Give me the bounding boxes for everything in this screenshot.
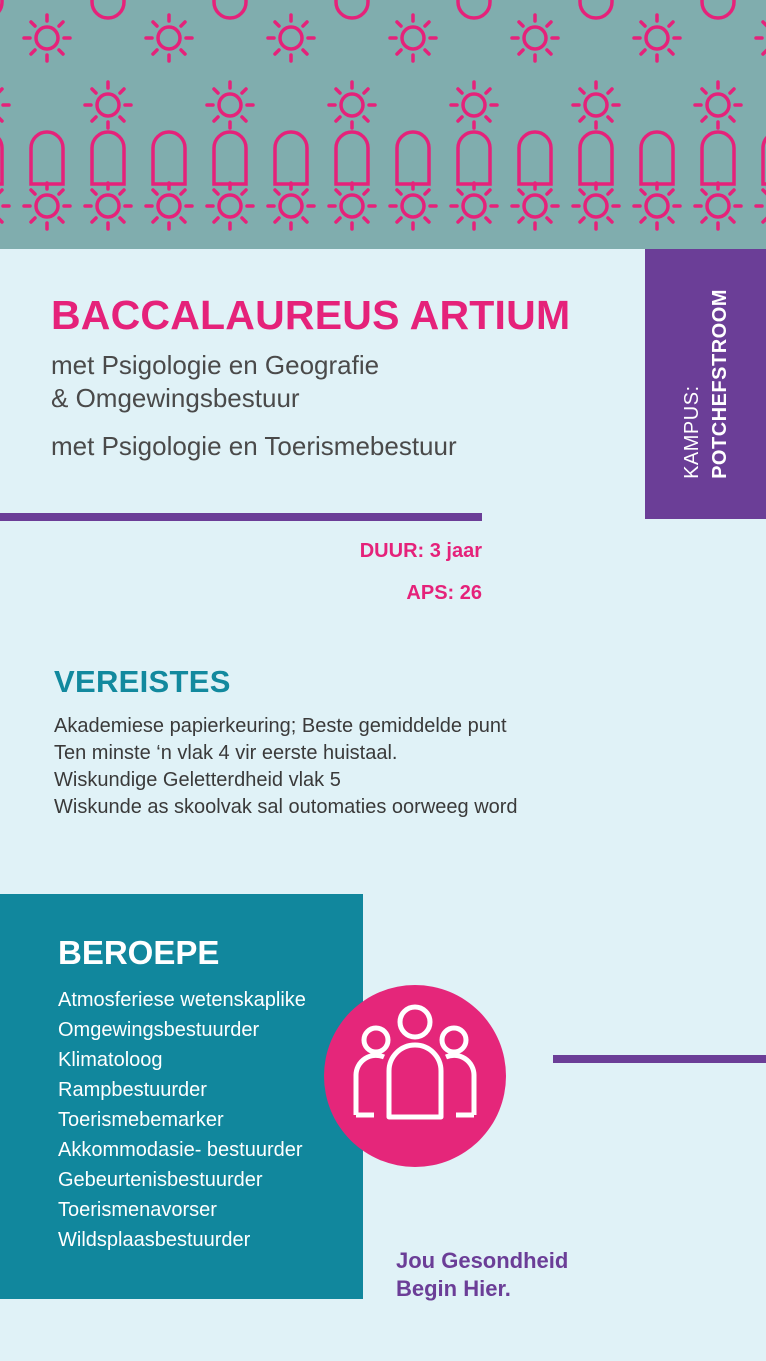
career-item: Wildsplaasbestuurder <box>58 1229 251 1251</box>
sun-icon <box>756 15 766 61</box>
people-badge <box>324 985 506 1167</box>
program-subtitle-1-line-1: met Psigologie en Geografie <box>51 350 380 380</box>
arch-icon <box>519 132 551 184</box>
campus-label: KAMPUS: <box>680 385 703 479</box>
career-item: Toerismebemarker <box>58 1109 224 1131</box>
program-subtitle-2: met Psigologie en Toerismebestuur <box>51 431 457 461</box>
sun-icon <box>146 183 192 229</box>
sun-icon <box>634 183 680 229</box>
careers-list <box>58 985 306 1255</box>
aps-label: APS: 26 <box>406 582 482 604</box>
sun-icon <box>512 183 558 229</box>
sun-icon <box>390 183 436 229</box>
sun-icon <box>207 183 253 229</box>
sun-icon <box>329 82 375 128</box>
career-item: Akkommodasie- bestuurder <box>58 1139 303 1161</box>
arch-icon <box>31 132 63 184</box>
sun-icon <box>756 183 766 229</box>
sun-icon <box>329 183 375 229</box>
arch-icon <box>702 0 734 18</box>
sun-icon <box>24 183 70 229</box>
arch-icon <box>92 132 124 184</box>
sun-icon <box>573 183 619 229</box>
sun-icon <box>24 15 70 61</box>
arch-icon <box>336 132 368 184</box>
arch-icon <box>92 0 124 18</box>
sun-icon <box>0 183 9 229</box>
arch-icon <box>702 132 734 184</box>
career-item: Rampbestuurder <box>58 1079 207 1101</box>
divider-purple-right <box>553 1055 766 1063</box>
tagline-line-2: Begin Hier. <box>396 1276 511 1301</box>
sun-icon <box>268 15 314 61</box>
career-item: Klimatoloog <box>58 1049 163 1071</box>
career-item: Toerismenavorser <box>58 1199 217 1221</box>
arch-icon <box>580 132 612 184</box>
sun-icon <box>451 82 497 128</box>
campus-text <box>678 289 734 479</box>
campus-panel <box>645 249 766 519</box>
arch-icon <box>336 0 368 18</box>
sun-and-arch-pattern-icon <box>0 0 766 249</box>
arch-icon <box>153 132 185 184</box>
arch-icon <box>458 132 490 184</box>
arch-icon <box>397 132 429 184</box>
arch-icon <box>580 0 612 18</box>
sun-icon <box>0 82 9 128</box>
arch-icon <box>0 0 2 18</box>
requirement-item: Ten minste ‘n vlak 4 vir eerste huistaal. <box>54 742 398 764</box>
program-subtitle-1-line-2: & Omgewingsbestuur <box>51 383 300 413</box>
sun-icon <box>451 183 497 229</box>
sun-icon <box>695 82 741 128</box>
program-title: BACCALAUREUS ARTIUM <box>51 292 571 338</box>
career-item: Gebeurtenisbestuurder <box>58 1169 263 1191</box>
sun-icon <box>85 183 131 229</box>
careers-heading: BEROEPE <box>58 934 220 971</box>
career-item: Atmosferiese wetenskaplike <box>58 989 306 1011</box>
sun-icon <box>268 183 314 229</box>
arch-icon <box>214 132 246 184</box>
requirements-list <box>54 713 518 821</box>
people-group-icon <box>324 985 506 1167</box>
arch-icon <box>275 132 307 184</box>
requirement-item: Wiskundige Geletterdheid vlak 5 <box>54 769 341 791</box>
sun-icon <box>573 82 619 128</box>
sun-icon <box>85 82 131 128</box>
sun-icon <box>634 15 680 61</box>
program-subtitle-1 <box>51 349 379 415</box>
sun-icon <box>390 15 436 61</box>
duration-label: DUUR: 3 jaar <box>359 540 482 562</box>
sun-icon <box>146 15 192 61</box>
sun-icon <box>207 82 253 128</box>
tagline-line-1: Jou Gesondheid <box>396 1248 569 1273</box>
pattern-banner <box>0 0 766 249</box>
sun-icon <box>512 15 558 61</box>
campus-name: POTCHEFSTROOM <box>708 289 731 479</box>
requirement-item: Akademiese papierkeuring; Beste gemiddelde punt <box>54 715 507 737</box>
arch-icon <box>641 132 673 184</box>
career-item: Omgewingsbestuurder <box>58 1019 260 1041</box>
requirements-heading: VEREISTES <box>54 664 231 699</box>
requirement-item: Wiskunde as skoolvak sal outomaties oorweeg word <box>54 796 518 818</box>
sun-icon <box>695 183 741 229</box>
arch-icon <box>214 0 246 18</box>
tagline <box>396 1247 568 1303</box>
arch-icon <box>0 132 2 184</box>
arch-icon <box>458 0 490 18</box>
divider-purple-left <box>0 513 482 521</box>
